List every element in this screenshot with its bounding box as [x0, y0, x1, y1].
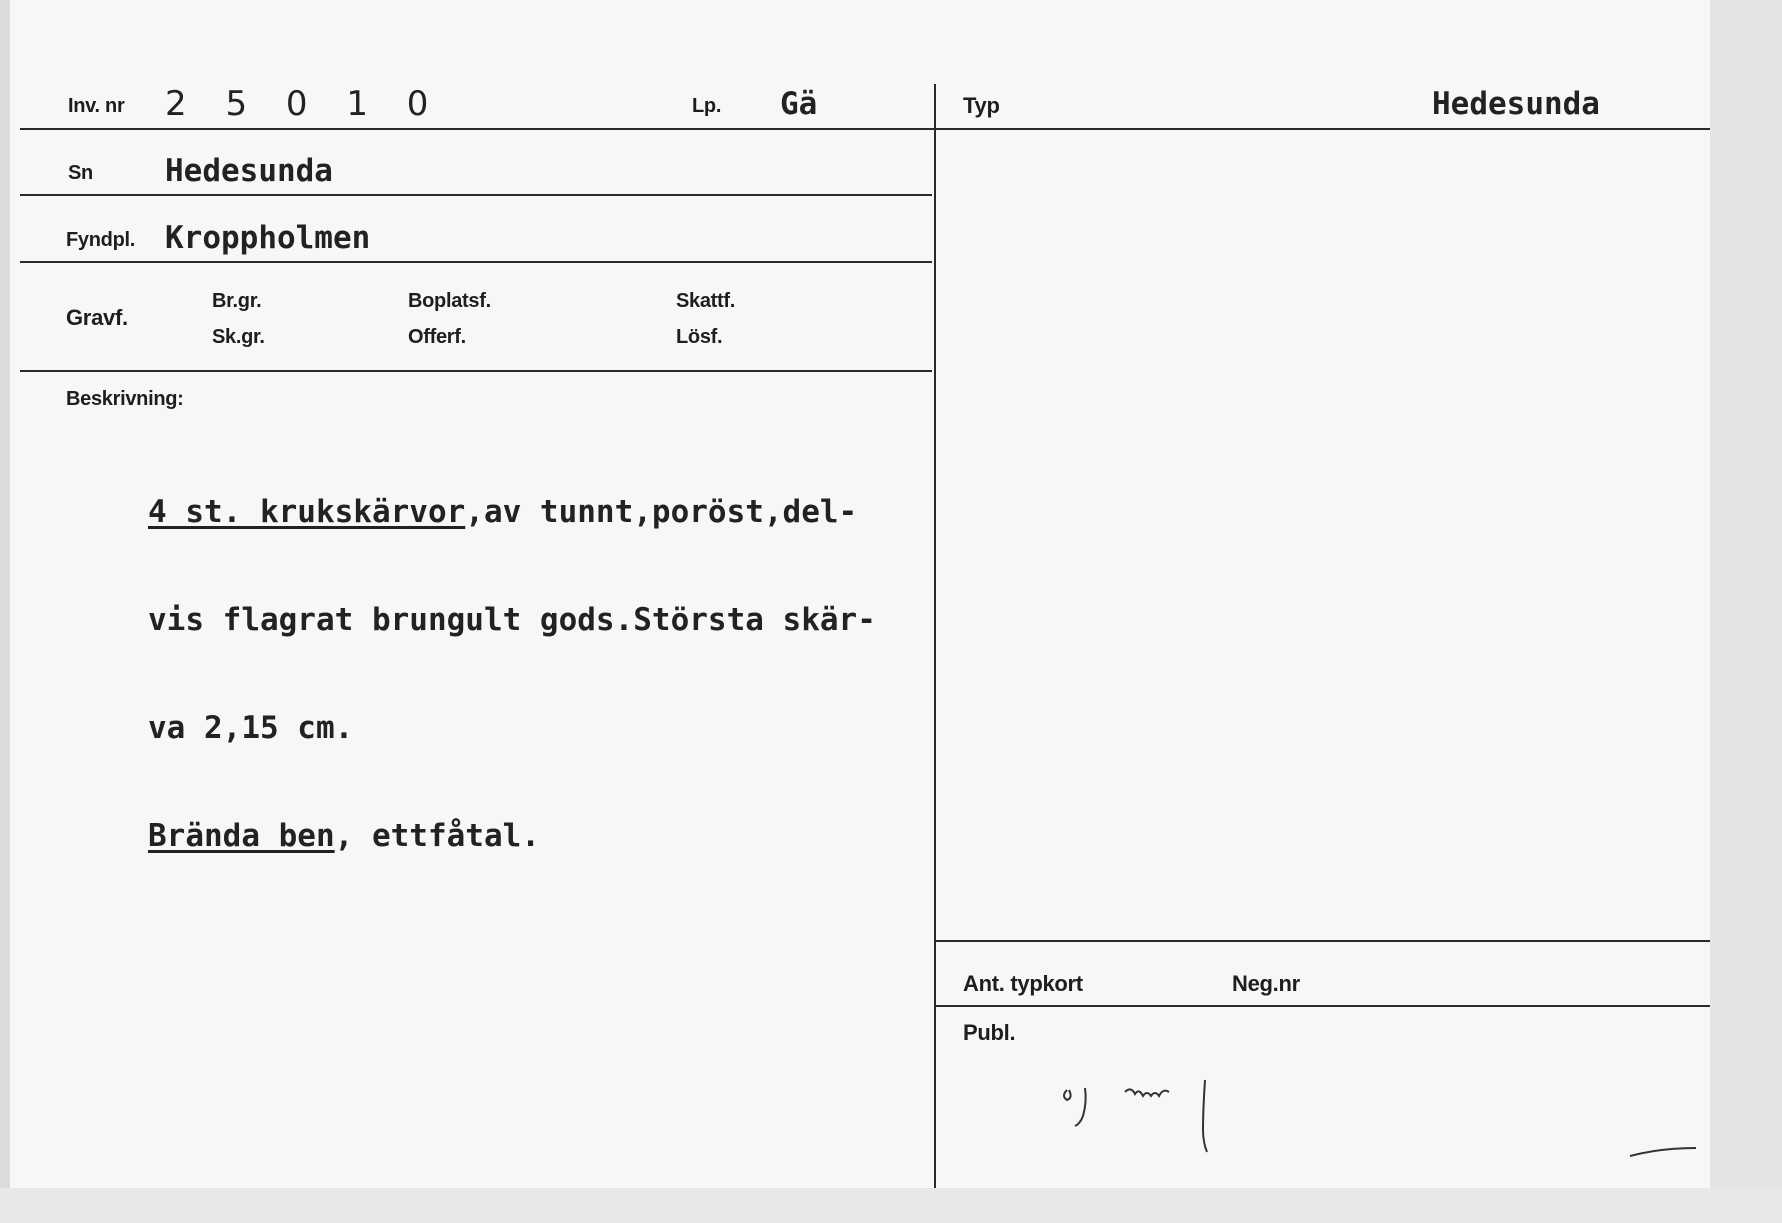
skgr-label: Sk.gr. [212, 326, 265, 348]
skattf-label: Skattf. [676, 290, 736, 312]
description-line-1: 4 st. krukskärvor,av tunnt,poröst,del- [148, 494, 858, 530]
description-text [148, 422, 876, 890]
row-divider [20, 261, 932, 263]
boplatsf-label: Boplatsf. [408, 290, 491, 312]
typ-value: Hedesunda [1432, 86, 1600, 122]
publ-label: Publ. [963, 1020, 1016, 1045]
row-divider [20, 194, 932, 196]
lp-label: Lp. [692, 95, 722, 117]
sn-label: Sn [68, 162, 93, 184]
description-line-3: va 2,15 cm. [148, 710, 354, 746]
inv-nr-label: Inv. nr [68, 95, 125, 117]
fyndpl-value: Kroppholmen [165, 220, 371, 256]
description-line-2: vis flagrat brungult gods.Största skär- [148, 602, 876, 638]
typ-label: Typ [963, 93, 1000, 118]
row-divider [20, 370, 932, 372]
item-burnt-bones: Brända ben [148, 818, 335, 854]
scan-margin-bottom [0, 1188, 1782, 1223]
gravf-label: Gravf. [66, 305, 128, 330]
pen-stroke [1628, 1146, 1698, 1160]
handwritten-note [1055, 1070, 1215, 1170]
row-divider [20, 128, 1710, 130]
offerf-label: Offerf. [408, 326, 466, 348]
neg-nr-label: Neg.nr [1232, 971, 1300, 996]
item-pottery-shards: 4 st. krukskärvor [148, 494, 466, 530]
beskrivning-label: Beskrivning: [66, 388, 184, 410]
inv-nr-value: 2 5 0 1 0 [165, 84, 443, 124]
lp-value: Gä [780, 86, 818, 122]
losf-label: Lösf. [676, 326, 723, 348]
sn-value: Hedesunda [165, 153, 333, 189]
row-divider [936, 1005, 1710, 1007]
description-line-4: Brända ben, ettfåtal. [148, 818, 540, 854]
ant-typkort-label: Ant. typkort [963, 971, 1083, 996]
scan-margin-right [1710, 0, 1782, 1223]
row-divider [936, 940, 1710, 942]
fyndpl-label: Fyndpl. [66, 229, 136, 251]
brgr-label: Br.gr. [212, 290, 262, 312]
column-divider [934, 84, 936, 1188]
